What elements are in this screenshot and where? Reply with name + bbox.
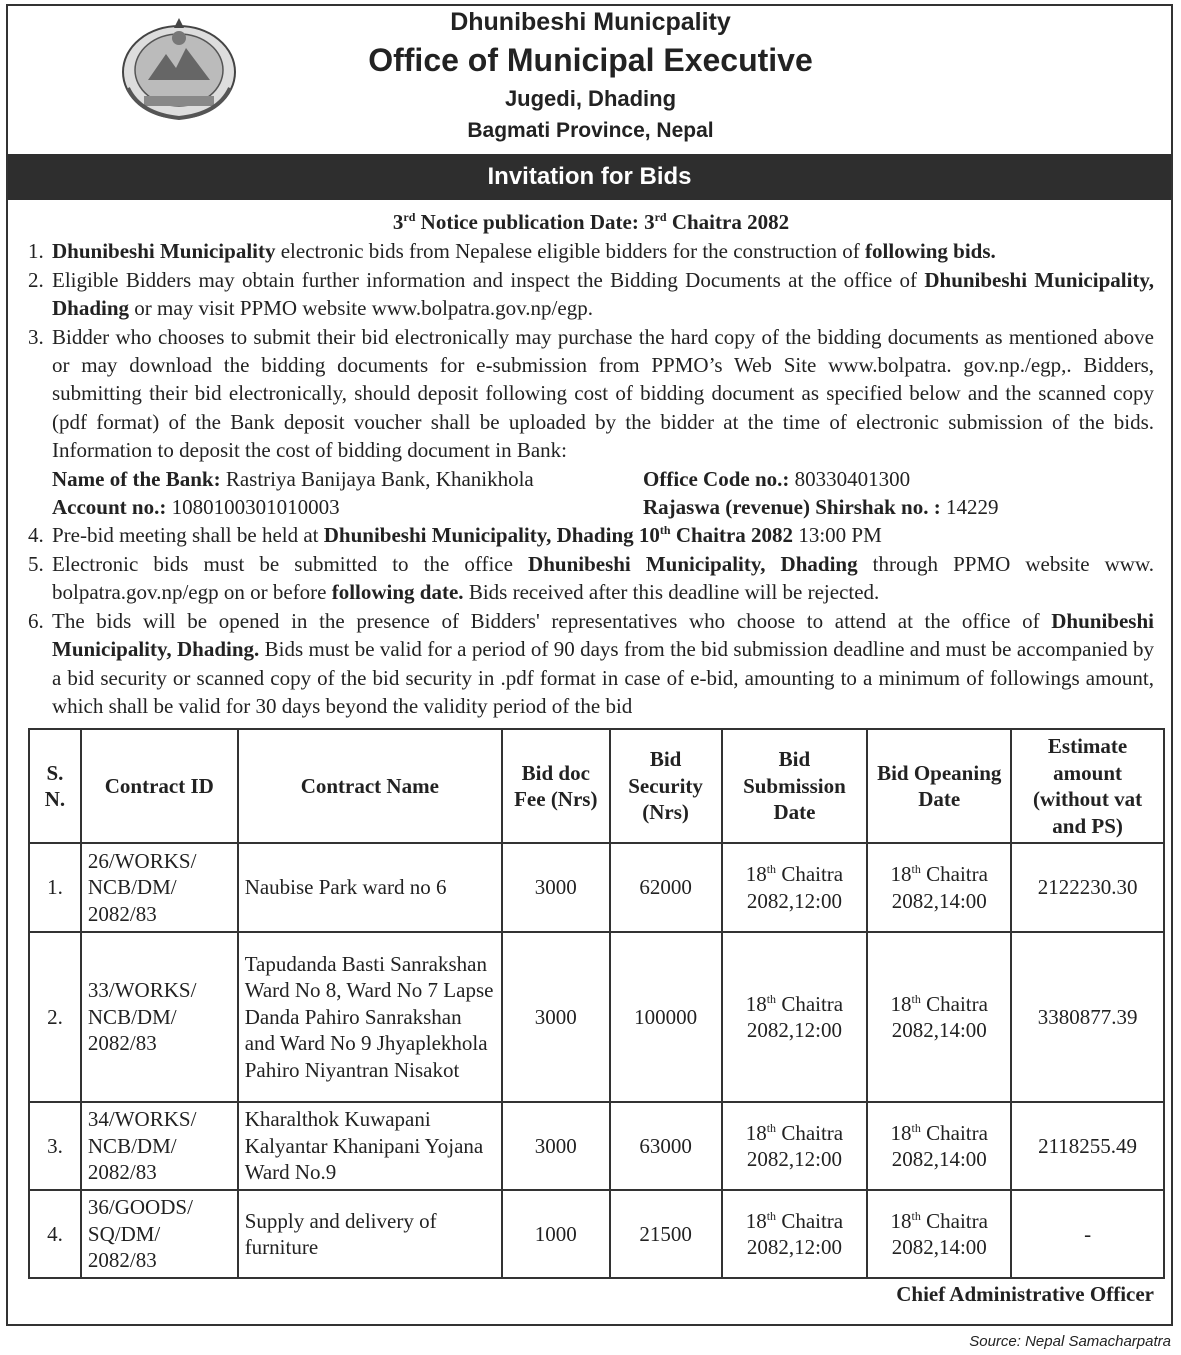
table-row: 1. 26/WORKS/ NCB/DM/ 2082/83 Naubise Park ward no 6 3000 62000 18th Chaitra 2082,12:00 18th Chaitra 2082,14:00 2122230.30 xyxy=(29,843,1164,932)
municipality-name: Dhunibeshi Municpality xyxy=(450,8,731,36)
bids-table xyxy=(28,728,1165,1279)
header-contract-id: Contract ID xyxy=(81,729,238,843)
bank-info-row-1: Name of the Bank: Rastriya Banijaya Bank, Khanikhola Office Code no.: 80330401300 xyxy=(52,466,911,491)
header-estimate: Estimate amount (without vat and PS) xyxy=(1011,729,1164,843)
notice-title: Invitation for Bids xyxy=(8,154,1171,200)
signature: Chief Administrative Officer xyxy=(896,1282,1154,1306)
table-row: 4. 36/GOODS/ SQ/DM/ 2082/83 Supply and delivery of furniture 1000 21500 18th Chaitra 2082,12:00 18th Chaitra 2082,14:00 - xyxy=(29,1190,1164,1278)
office-location: Jugedi, Dhading xyxy=(504,86,677,111)
bank-info-row-2: Account no.: 1080100301010003 Rajaswa (revenue) Shirshak no. : 14229 xyxy=(52,495,999,520)
header-sn: S. N. xyxy=(29,729,81,843)
province: Bagmati Province, Nepal xyxy=(467,119,714,142)
clause-4: 4. Pre-bid meeting shall be held at Dhunibeshi Municipality, Dhading 10th Chaitra 2082 13:00 PM xyxy=(28,523,882,548)
notice-body xyxy=(28,208,1154,720)
table-row: 2. 33/WORKS/ NCB/DM/ 2082/83 Tapudanda Basti Sanrakshan Ward No 8, Ward No 7 Lapse Danda Pahiro Sanrakshan and Ward No 9 Jhyaplekhola Pahiro Niyantran Nisakot 3000 100000 18th Chaitra 2082,12:00 18th Chaitra 2082,14:00 3380877.39 xyxy=(29,932,1164,1102)
clause-5: 5. Electronic bids must be submitted to the office Dhunibeshi Municipality, Dhading through PPMO website www. bolpatra.gov.np/egp on or before following date. Bids received after this deadline will be rejected. xyxy=(28,551,1154,605)
header-submission: Bid Submission Date xyxy=(722,729,868,843)
clause-1: 1. Dhunibeshi Municipality electronic bids from Nepalese eligible bidders for the construction of following bids. xyxy=(28,239,996,264)
table-row: 3. 34/WORKS/ NCB/DM/ 2082/83 Kharalthok Kuwapani Kalyantar Khanipani Yojana Ward No.9 3000 63000 18th Chaitra 2082,12:00 18th Chaitra 2082,14:00 2118255.49 xyxy=(29,1102,1164,1190)
publication-date: 3rd Notice publication Date: 3rd Chaitra 2082 xyxy=(392,210,790,234)
header-contract-name: Contract Name xyxy=(238,729,502,843)
office-title: Office of Municipal Executive xyxy=(368,42,813,78)
clause-6: 6. The bids will be opened in the presence of Bidders' representatives who choose to attend at the office of Dhunibeshi Municipality, Dhading. Bids must be valid for a period of 90 days from the bid submission deadline and must be accompanied by a bid security or scanned copy of the bid security in .pdf format in case of e-bid, amounting to a minimum of followings amount, which shall be valid for 30 days beyond the validity period of the bid xyxy=(28,608,1155,718)
header-opening: Bid Opeaning Date xyxy=(867,729,1011,843)
header-fee: Bid doc Fee (Nrs) xyxy=(502,729,610,843)
source-credit: Source: Nepal Samacharpatra xyxy=(969,1333,1171,1350)
clause-3: 3. Bidder who chooses to submit their bid electronically may purchase the hard copy of the bidding documents as mentioned above or may download the bidding documents for e-submission from PPMO’s Web Site www.bolpatra. gov.np./egp,. Bidders, submitting their bid electronically, should deposit following cost of bidding document as specified below and the scanned copy (pdf format) of the Bank deposit voucher shall be uploaded by the bidder at the time of electronic submission of the bids. Information to deposit the cost of bidding document in Bank: xyxy=(28,324,1154,463)
table-header-row xyxy=(29,729,1164,843)
clause-2: 2. Eligible Bidders may obtain further information and inspect the Bidding Documents at the office of Dhunibeshi Municipality, Dhading or may visit PPMO website www.bolpatra.gov.np/egp. xyxy=(28,267,1154,321)
header-security: Bid Security (Nrs) xyxy=(610,729,722,843)
